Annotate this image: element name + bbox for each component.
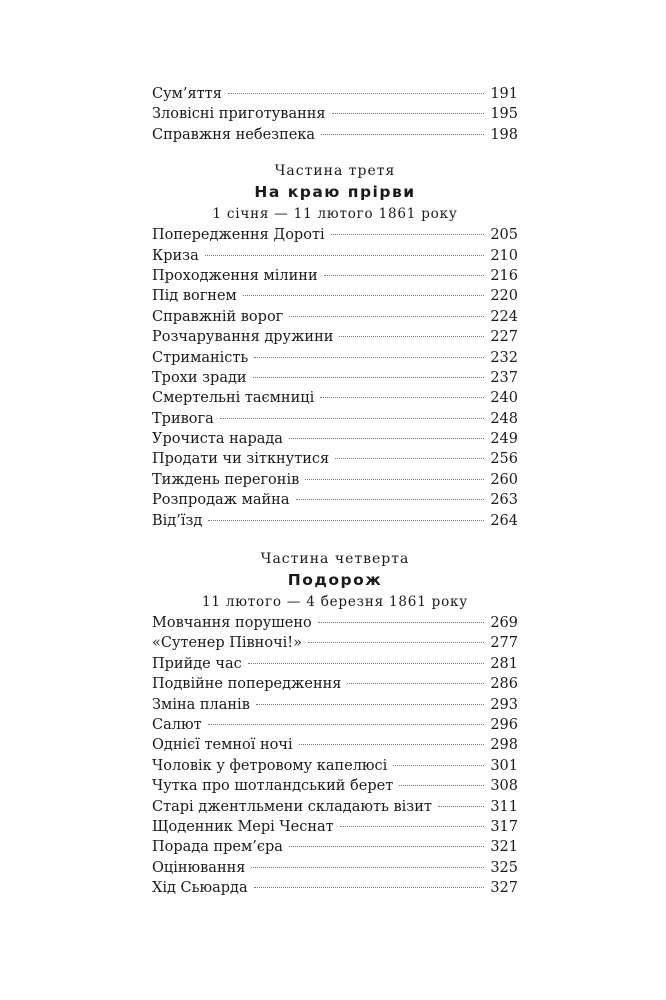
dot-leader: [289, 846, 484, 847]
dot-leader: [321, 134, 484, 135]
dot-leader: [332, 113, 485, 114]
dot-leader: [208, 724, 485, 725]
dot-leader: [340, 826, 485, 827]
part-3-header: [152, 161, 518, 225]
toc-entry-title: Прийде час: [152, 655, 242, 672]
part-3-label: Частина третя: [274, 163, 396, 180]
toc-entry-page-number: 296: [490, 716, 518, 733]
part-4-label: Частина четверта: [260, 551, 410, 568]
toc-entry-title: Тривога: [152, 410, 214, 427]
dot-leader: [399, 785, 484, 786]
toc-entry-title: Урочиста нарада: [152, 431, 283, 448]
toc-entry: [152, 490, 518, 510]
toc-entry-title: Стриманість: [152, 349, 249, 366]
toc-entry-page-number: 293: [490, 696, 518, 713]
toc-entry: [152, 837, 518, 857]
dot-leader: [254, 357, 484, 358]
toc-entry-title: Трохи зради: [152, 369, 247, 386]
toc-entry-page-number: 269: [490, 615, 518, 632]
toc-entry: [152, 633, 518, 653]
dot-leader: [393, 765, 484, 766]
dot-leader: [347, 683, 484, 684]
toc-entry-page-number: 311: [490, 798, 518, 815]
dot-leader: [438, 806, 484, 807]
toc-entry-page-number: 195: [490, 106, 518, 123]
toc-entry-title: Справжній ворог: [152, 308, 284, 325]
toc-entry: [152, 817, 518, 837]
toc-entry-page-number: 256: [490, 451, 518, 468]
dot-leader: [228, 93, 484, 94]
dot-leader: [296, 499, 485, 500]
part-3-entries: [152, 225, 518, 531]
toc-entry-page-number: 227: [490, 329, 518, 346]
dot-leader: [324, 275, 485, 276]
toc-entry: [152, 429, 518, 449]
toc-entry-title: Зміна планів: [152, 696, 250, 713]
dot-leader: [320, 397, 484, 398]
toc-entry: [152, 735, 518, 755]
toc-entry-page-number: 264: [490, 512, 518, 529]
toc-entry: [152, 511, 518, 531]
toc-entry: [152, 449, 518, 469]
toc-entry: [152, 654, 518, 674]
toc-entry-page-number: 308: [490, 778, 518, 795]
toc-entry-page-number: 286: [490, 676, 518, 693]
toc-entry: [152, 613, 518, 633]
toc-entry: [152, 327, 518, 347]
toc-entry: [152, 756, 518, 776]
toc-entry: [152, 266, 518, 286]
toc-entry: [152, 125, 518, 145]
toc-entry-title: Розпродаж майна: [152, 492, 290, 509]
toc-entry: [152, 470, 518, 490]
toc-entry-page-number: 325: [490, 859, 518, 876]
toc-entry-title: Чоловік у фетровому капелюсі: [152, 757, 388, 774]
dot-leader: [254, 887, 485, 888]
toc-entry: [152, 776, 518, 796]
toc-entry: [152, 388, 518, 408]
toc-entry-title: Порада прем’єра: [152, 839, 283, 856]
toc-entry-page-number: 263: [490, 492, 518, 509]
toc-entry-title: Чутка про шотландський берет: [152, 778, 394, 795]
toc-entry: [152, 104, 518, 124]
toc-entry-title: Салют: [152, 716, 202, 733]
toc-entry: [152, 225, 518, 245]
part-4-entries: [152, 613, 518, 898]
toc-entry-page-number: 210: [490, 247, 518, 264]
toc-entry-title: Оцінювання: [152, 859, 246, 876]
toc-entry-page-number: 281: [490, 655, 518, 672]
toc-entry-title: Зловісні приготування: [152, 106, 326, 123]
toc-entry-title: Розчарування дружини: [152, 329, 334, 346]
toc-entry: [152, 409, 518, 429]
dot-leader: [289, 438, 484, 439]
toc-entry: [152, 307, 518, 327]
toc-entry: [152, 858, 518, 878]
dot-leader: [253, 377, 485, 378]
dot-leader: [248, 663, 485, 664]
toc-entry: [152, 368, 518, 388]
toc-entry-title: Подвійне попередження: [152, 676, 342, 693]
toc-entry-page-number: 260: [490, 471, 518, 488]
dot-leader: [305, 479, 484, 480]
toc-entry-page-number: 249: [490, 431, 518, 448]
part-4-title: Подорож: [287, 571, 383, 590]
toc-entry-page-number: 237: [490, 369, 518, 386]
dot-leader: [331, 234, 485, 235]
toc-entry-title: Попередження Дороті: [152, 227, 325, 244]
toc-entry-title: Однієї темної ночі: [152, 737, 293, 754]
toc-entry-title: Криза: [152, 247, 199, 264]
toc-entry-page-number: 198: [490, 126, 518, 143]
toc-entry: [152, 84, 518, 104]
toc-entry: [152, 286, 518, 306]
toc-entry-page-number: 301: [490, 757, 518, 774]
dot-leader: [289, 316, 484, 317]
toc-entry: [152, 797, 518, 817]
toc-entry-page-number: 317: [490, 818, 518, 835]
toc-entry-page-number: 240: [490, 390, 518, 407]
part-3-title: На краю прірви: [254, 183, 416, 202]
toc-entry-title: Сум’яття: [152, 86, 222, 102]
toc-entry: [152, 695, 518, 715]
toc-entry: [152, 348, 518, 368]
dot-leader: [335, 458, 484, 459]
dot-leader: [205, 255, 485, 256]
toc-entry-title: Від’їзд: [152, 512, 203, 529]
dot-leader: [339, 336, 484, 337]
toc-entry-page-number: 327: [490, 880, 518, 897]
toc-entry-page-number: 321: [490, 839, 518, 856]
toc-entry: [152, 878, 518, 898]
dot-leader: [251, 867, 484, 868]
toc-entry-title: Мовчання порушено: [152, 615, 312, 632]
toc-entry-page-number: 248: [490, 410, 518, 427]
toc-entry-title: Тиждень перегонів: [152, 471, 300, 488]
toc-entry-page-number: 224: [490, 308, 518, 325]
toc-entry: [152, 715, 518, 735]
table-of-contents: [152, 84, 518, 899]
toc-entry-title: Смертельні таємниці: [152, 390, 315, 407]
toc-entry-title: Проходження мілини: [152, 267, 318, 284]
toc-entry-title: Щоденник Мері Чеснат: [152, 818, 334, 835]
dot-leader: [220, 418, 485, 419]
toc-entry-page-number: 216: [490, 267, 518, 284]
toc-entry-title: «Сутенер Півночі!»: [152, 635, 302, 652]
toc-entry-title: Під вогнем: [152, 288, 237, 305]
dot-leader: [208, 520, 484, 521]
toc-entry-title: Продати чи зіткнутися: [152, 451, 330, 468]
toc-entry-page-number: 232: [490, 349, 518, 366]
dot-leader: [318, 622, 485, 623]
dot-leader: [308, 642, 484, 643]
toc-entry: [152, 674, 518, 694]
toc-entry-title: Справжня небезпека: [152, 126, 316, 143]
toc-entry-title: Хід Сьюарда: [152, 880, 248, 897]
dot-leader: [243, 295, 484, 296]
toc-entry-page-number: 277: [490, 635, 518, 652]
toc-entry-page-number: 298: [490, 737, 518, 754]
toc-entry-page-number: 205: [490, 227, 518, 244]
part-4-header: [152, 549, 518, 613]
toc-top-entries: [152, 84, 518, 145]
toc-entry-page-number: 191: [490, 86, 518, 102]
toc-entry-title: Старі джентльмени складають візит: [152, 798, 432, 815]
part-3-dates: 1 січня — 11 лютого 1861 року: [212, 206, 458, 223]
dot-leader: [256, 704, 484, 705]
toc-entry-page-number: 220: [490, 288, 518, 305]
dot-leader: [299, 744, 485, 745]
part-4-dates: 11 лютого — 4 березня 1861 року: [201, 594, 469, 611]
toc-entry: [152, 246, 518, 266]
